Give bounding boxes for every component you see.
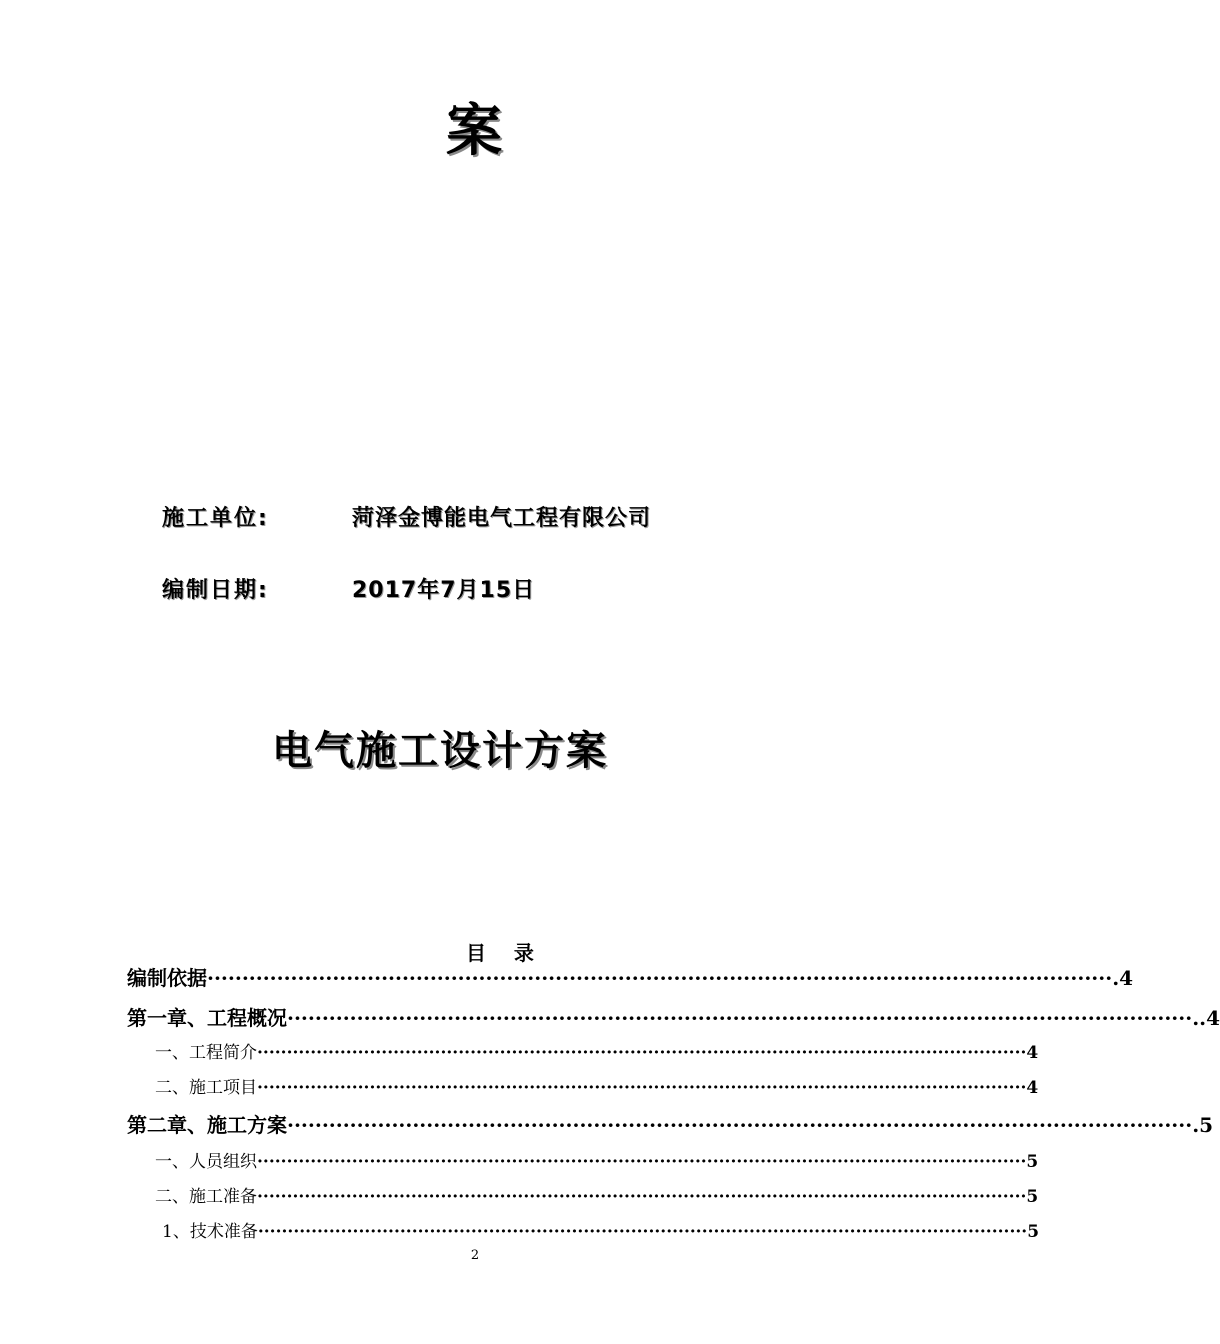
toc-entry-label: 编制依据 <box>127 966 207 990</box>
toc-entry-label: 二、施工项目 <box>155 1078 257 1098</box>
compile-date-row <box>162 578 535 604</box>
toc-entry-page: .5 <box>1192 1113 1214 1137</box>
toc-entry-label: 二、施工准备 <box>155 1187 257 1207</box>
toc-entry-page: 5 <box>1026 1187 1039 1207</box>
toc-entry-label: 第一章、工程概况 <box>127 1006 287 1030</box>
toc-entry[interactable] <box>127 966 1134 990</box>
toc-leader-dots: ·································································································································· <box>207 966 1113 990</box>
toc-entry[interactable] <box>127 1006 1220 1030</box>
toc-entry-label: 第二章、施工方案 <box>127 1113 287 1137</box>
toc-title: 目 录 <box>466 941 534 965</box>
compile-date-value: 2017年7月15日 <box>352 578 536 603</box>
toc-leader-dots: ·································································································································· <box>257 1043 1027 1063</box>
toc-entry-label: 一、工程简介 <box>155 1043 257 1063</box>
toc-leader-dots: ·································································································································· <box>257 1078 1027 1098</box>
toc-entry-label: 一、人员组织 <box>155 1152 257 1172</box>
construction-unit-row <box>162 506 651 532</box>
toc-leader-dots: ·································································································································· <box>257 1187 1027 1207</box>
construction-unit-value: 菏泽金博能电气工程有限公司 <box>352 506 652 531</box>
toc-entry-page: 5 <box>1027 1222 1040 1242</box>
toc-entry-page: 4 <box>1026 1043 1039 1063</box>
toc-leader-dots: ·································································································································· <box>257 1152 1027 1172</box>
compile-date-label: 编制日期: <box>162 578 269 603</box>
toc-entry-page: .4 <box>1112 966 1134 990</box>
top-heading: 案 <box>446 99 504 164</box>
toc-entry[interactable] <box>155 1152 1039 1172</box>
main-title: 电气施工设计方案 <box>272 728 608 774</box>
toc-entry[interactable] <box>155 1078 1039 1098</box>
toc-entry[interactable] <box>155 1043 1039 1063</box>
page-number: 2 <box>470 1248 480 1263</box>
toc-leader-dots: ·································································································································· <box>287 1006 1193 1030</box>
toc-leader-dots: ·································································································································· <box>257 1222 1028 1242</box>
toc-entry[interactable] <box>162 1222 1040 1242</box>
construction-unit-label: 施工单位: <box>162 506 269 531</box>
toc-entry-page: ..4 <box>1192 1006 1220 1030</box>
toc-entry-label: 1、技术准备 <box>162 1222 258 1242</box>
toc-entry-page: 4 <box>1026 1078 1039 1098</box>
toc-entry[interactable] <box>155 1187 1039 1207</box>
toc-entry-page: 5 <box>1026 1152 1039 1172</box>
toc-leader-dots: ·································································································································· <box>287 1113 1193 1137</box>
toc-entry[interactable] <box>127 1113 1214 1137</box>
